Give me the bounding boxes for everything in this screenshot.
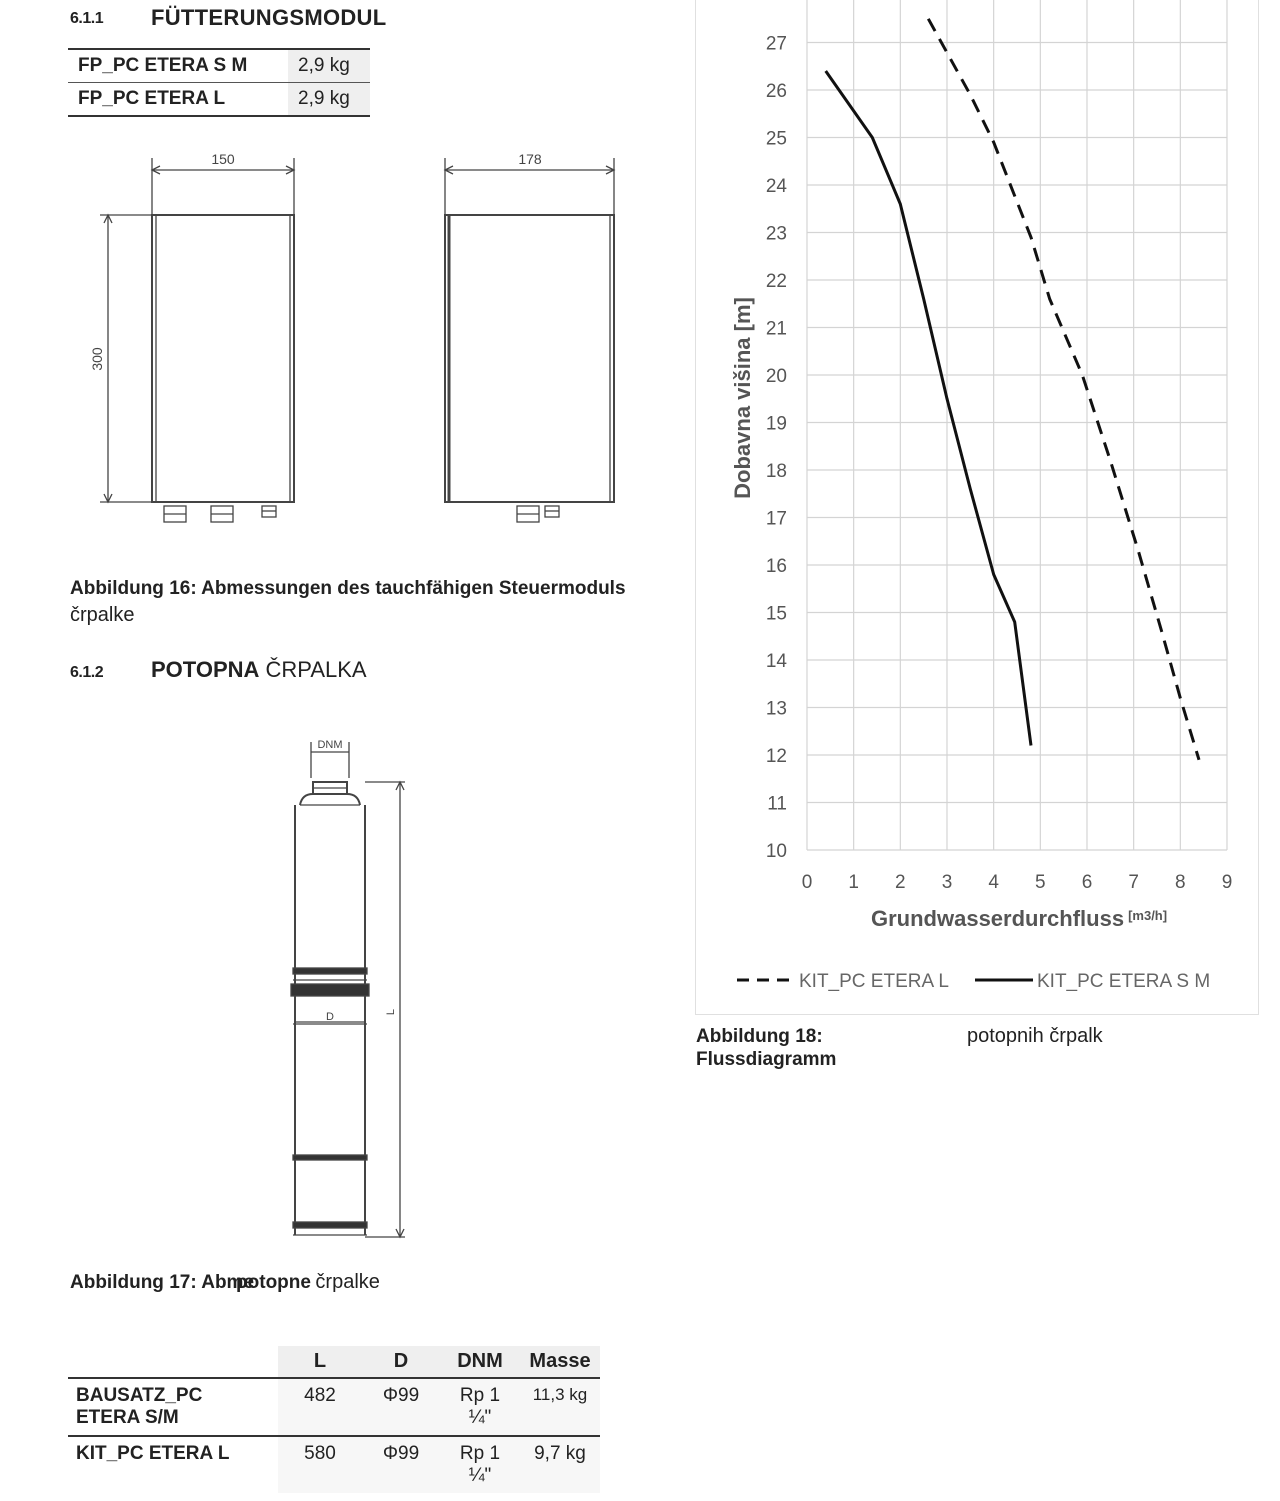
y-tick-label: 18: [765, 461, 787, 482]
table-header-row: [68, 1346, 600, 1378]
flow-chart: [695, 0, 1260, 1015]
section-number: 6.1.2: [70, 664, 104, 681]
cell-mass: 11,3 kg: [520, 1378, 600, 1436]
y-tick-label: 15: [765, 603, 787, 625]
y-tick-label: 10: [765, 841, 787, 862]
weight-value: 2,9 kg: [288, 50, 370, 83]
x-axis-ticks: [802, 872, 1233, 893]
y-tick-label: 17: [765, 508, 787, 530]
cell-dnm: Rp 1 ¼": [440, 1436, 520, 1493]
figure-17-label: Abbildung 17: Abme: [70, 1272, 255, 1293]
y-tick-label: 27: [765, 33, 787, 55]
table-row: [68, 1378, 600, 1436]
weights-table: [68, 48, 370, 117]
figure-18-tail: potopnih črpalk: [967, 1025, 1103, 1047]
y-tick-label: 12: [765, 746, 787, 767]
y-tick-label: 13: [765, 698, 787, 720]
y-tick-label: 11: [767, 793, 787, 815]
series-line: [826, 71, 1031, 746]
y-tick-label: 16: [765, 556, 787, 577]
cell-l: 580: [278, 1436, 362, 1493]
cell-l: 482: [278, 1378, 362, 1436]
weight-name: FP_PC ETERA L: [78, 88, 226, 109]
section-number: 6.1.1: [70, 10, 104, 27]
y-axis-ticks: [766, 34, 788, 863]
figure-18-label: Abbildung 18:: [696, 1026, 823, 1047]
cell-d: Φ99: [362, 1378, 440, 1436]
section-title-rest: ČRPALKA: [265, 657, 367, 682]
weight-value: 2,9 kg: [288, 83, 370, 116]
y-tick-label: 19: [765, 413, 787, 435]
chart-legend: [737, 971, 1210, 992]
x-tick-label: 9: [1221, 872, 1233, 893]
table-row: [68, 1436, 600, 1493]
column-header: Masse: [520, 1346, 600, 1378]
table-row: [68, 50, 370, 83]
x-axis-unit: [m3/h]: [1128, 908, 1168, 923]
figure-16-tail: črpalke: [70, 604, 135, 626]
chart-grid: [807, 0, 1227, 850]
x-tick-label: 7: [1128, 872, 1139, 893]
section-title-bold: POTOPNA: [151, 657, 260, 682]
x-tick-label: 8: [1175, 872, 1186, 893]
section-title: FÜTTERUNGSMODUL: [151, 5, 387, 30]
figure-17-tail: črpalke: [315, 1271, 380, 1293]
pump-dimension-drawing: [280, 730, 420, 1250]
x-axis-label: [871, 906, 1167, 931]
chart-series: [826, 19, 1199, 760]
y-tick-label: 25: [765, 128, 787, 150]
x-tick-label: 0: [801, 872, 813, 893]
cell-mass: 9,7 kg: [520, 1436, 600, 1493]
x-tick-label: 1: [848, 872, 859, 893]
x-tick-label: 6: [1081, 872, 1093, 893]
x-tick-label: 3: [941, 872, 953, 893]
column-header: DNM: [440, 1346, 520, 1378]
x-axis-label-text: Grundwasserdurchfluss: [871, 906, 1125, 931]
y-tick-label: 22: [765, 271, 787, 292]
y-tick-label: 20: [765, 366, 787, 387]
x-tick-label: 5: [1035, 872, 1046, 893]
section-title: [151, 657, 367, 683]
figure-18-label2: Flussdiagramm: [696, 1049, 837, 1070]
y-tick-label: 26: [765, 81, 787, 102]
dnm-label: DNM: [317, 739, 343, 751]
d-label: D: [326, 1011, 334, 1023]
y-tick-label: 24: [765, 176, 787, 197]
front-width-label: 150: [211, 151, 235, 167]
figure-16-caption: [70, 578, 710, 627]
pump-table: [68, 1346, 600, 1493]
table-row: [68, 83, 370, 116]
legend-label: KIT_PC ETERA S M: [1037, 971, 1211, 992]
y-tick-label: 14: [765, 651, 787, 672]
y-axis-label: Dobavna višina [m]: [730, 297, 755, 499]
y-tick-label: 21: [765, 318, 787, 340]
y-tick-label: 23: [765, 223, 787, 245]
column-header: L: [278, 1346, 362, 1378]
l-label: L: [385, 1008, 397, 1016]
cell-d: Φ99: [362, 1436, 440, 1493]
row-name: BAUSATZ_PC ETERA S/M: [76, 1385, 203, 1428]
height-label: 300: [89, 347, 105, 371]
cell-dnm: Rp 1 ¼": [440, 1378, 520, 1436]
series-line: [928, 19, 1199, 760]
figure-16-label: Abbildung 16:: [70, 578, 197, 599]
figure-16-text: Abmessungen des tauchfähigen Steuermoduls: [201, 578, 626, 599]
side-width-label: 178: [518, 151, 542, 167]
figure-18-caption: [696, 1025, 836, 1071]
x-tick-label: 4: [988, 872, 999, 893]
x-tick-label: 2: [895, 872, 906, 893]
weight-name: FP_PC ETERA S M: [68, 50, 288, 83]
module-dimension-drawing: [80, 140, 640, 540]
figure-17-caption: [70, 1271, 380, 1294]
figure-17-overlay: potopne: [236, 1272, 311, 1293]
row-name: KIT_PC ETERA L: [76, 1443, 230, 1464]
column-header: D: [362, 1346, 440, 1378]
legend-label: KIT_PC ETERA L: [799, 971, 949, 992]
